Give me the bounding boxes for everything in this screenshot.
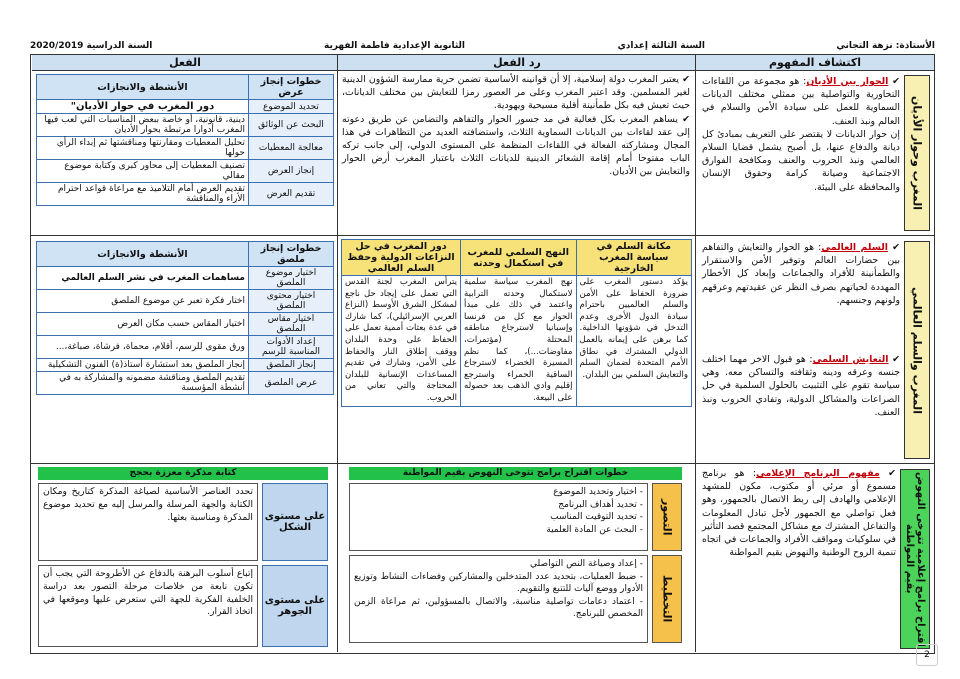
table-header-unity: النهج السلمي للمغرب في استكمال وحدته — [461, 240, 577, 276]
conception-steps-list — [349, 483, 648, 551]
peace-role-table — [341, 239, 692, 407]
divider — [337, 55, 338, 652]
table-header-activity: الأنشطة والانجازات — [37, 75, 249, 100]
table-row: يؤكد دستور المغرب على ضرورة الحفاظ على الأمن والسلم العالميين باحترام سيادة الدول الأخرى وعدم التدخل في شؤونها الداخلية. كما برهن على إيمانه بالعمل الدولي المشترك في نطاق الأمم المتحدة لضمان السلم والتعايش السلمي بين البلدان. نهج المغرب سياسة سلمية لاستكمال وحدته الترابية واعتمد في ذلك على مبدأ الحوار مع كل من فرنسا وإسبانيا لاسترجاع مناطقه المحتلة (مؤتمرات، مفاوضات...)، كما نظم المسيرة الخضراء لاسترجاع الساقية الحمراء واسترجع إقليم وادي الذهب بعد حصوله على البيعة. يترأس المغرب لجنة القدس التي تعمل على إيجاد حل ناجع لمشكل الشرق الأوسط (النزاع العربي الإسرائيلي)، كما شارك في عدة بعثات أممية تعمل على الحفاظ على وحدة البلدان ووقف إطلاق النار والحفاظ على الأمن، وشارك في تقديم المساعدات الإنسانية للبلدان المحتاجة والتي تعاني من الحروب. — [342, 276, 692, 407]
column-header-action: الفعل — [32, 55, 338, 71]
concept-media-paragraph: ✔ مفهوم البرنامج الإعلامي: هو برنامج مسموع أو مرئي أو مكتوب، مكون للمشهد الإعلامي والهادف إلى ربط الاتصال بالجمهور، وهو فعل تواصلي مع الجمهور لأجل تبادل المعلومات والتفاعل المشترك مع مشاكل المجتمع قصد التأثير في سلوكيات ومواقف الأفراد والجماعات في اتجاه تنمية الروح الوطنية والنهوض بقيم المواطنة — [702, 468, 896, 559]
column-header-reaction: رد الفعل — [338, 55, 696, 71]
memo-content-text: إتباع أسلوب البرهنة بالدفاع عن الأطروحة التي يجب أن تكون نابعة من خلاصات مرحلة التصور بعد دراسة الخلفية الفكرية للجهة التي ستعرض عليها وموقعها في اتخاذ القرار. — [38, 565, 258, 647]
list-item: - ضبط العمليات، بتحديد عدد المتدخلين والمشاركين وفضاءات النشاط وتوزيع الأدوار ووضع آليات للتتبع والتقويم. — [354, 571, 643, 594]
teacher-name: الأستاذة: نزهة التجاني — [836, 41, 935, 51]
list-item: - تحديد التوقيت المناسب — [550, 512, 643, 522]
planning-steps-list — [349, 555, 648, 643]
table-row: إنجاز الملصق إنجاز الملصق بعد استشارة أستاذ(ة) الفنون التشكيلية — [37, 359, 334, 372]
divider — [695, 55, 696, 652]
presentation-steps-table — [36, 74, 334, 206]
row-title-peace: المغرب والسلم العالمي — [904, 241, 930, 459]
concept-coexistence-paragraph: ✔ التعايش السلمي: هو قبول الاخر مهما اختلف جنسه وعرقه ودينه وثقافته والتساكن معه. وهي سياسة تقوم على التثبيت بالحلول السلمية في حل الصراعات والمشاكل الدولية، وتفادي الحروب ونبذ العنف. — [702, 354, 900, 418]
list-item: - اعتماد دعامات تواصلية مناسبة، والاتصال بالمسؤولين، ثم مراعاة الزمن المخصص للبرنامج. — [354, 596, 643, 619]
table-header-step: خطوات إنجاز ملصق — [249, 242, 334, 267]
school-year: السنة الدراسية 2020/2019 — [30, 41, 153, 51]
divider — [31, 463, 934, 464]
column-header-discover: اكتشاف المفهوم — [696, 55, 934, 71]
memo-content-label: على مستوى الجوهر — [262, 565, 328, 647]
divider — [31, 235, 934, 236]
table-row: معالجة المعطيات تحليل المعطيات ومقارنتها ومناقشتها ثم إبداء الرأي حولها — [37, 137, 334, 160]
list-item: - البحث عن المادة العلمية — [546, 524, 643, 535]
grade-level: السنة الثالثة إعدادي — [617, 41, 705, 51]
table-row: إعداد الأدوات المناسبة للرسم ورق مقوى للرسم، أقلام، محماة، فرشاة، صباغة،... — [37, 336, 334, 359]
row-title-dialogue: المغرب وحوار الأديان — [904, 75, 930, 231]
memo-form-label: على مستوى الشكل — [262, 483, 328, 561]
list-item: - اختيار وتحديد الموضوع — [553, 487, 643, 497]
lesson-table — [30, 54, 935, 654]
memo-title: كتابة مذكرة معززة بحجج — [38, 467, 328, 480]
phase-label-conception: التصور — [652, 483, 682, 551]
table-row: اختيار مقاس الملصق اختيار المقاس حسب مكان العرض — [37, 313, 334, 336]
list-item: - إعداد وصياغة النص التواصلي — [530, 559, 643, 569]
row-title-media: اقتراح برامج إعلامية تتوخى النهوض بقيم المواطنة — [900, 469, 930, 649]
reaction-dialogue-paragraph: ✔ يعتبر المغرب دولة إسلامية، إلا أن قوانينه الأساسية تضمن حرية ممارسة الشؤون الدينية لغير المسلمين. وقد اعتبر المغرب وعلى مر العصور رمزا للتعايش بين مختلف الديانات، حيث تعيش فيه بكل طمأنينة أقلية مسيحية ويهودية. ✔ يساهم المغرب بكل فعالية في مد جسور الحوار والتفاهم والتضامن عن طريق دعوته إلى عقد لقاءات بين الديانات السماوية الثلاث، واستضافته العديد من التظاهرات في هذا المجال ومشاركته الفعالة في اللقاءات المنظمة على المستوى الدولي، إلى جانب تركه الباب مفتوحا أمام إقامة الشعائر الدينية للديانات الثلاث باعتبار المغرب أرض الحوار والتعايش بين الأديان. — [342, 74, 690, 178]
table-row: تحديد الموضوع دور المغرب في حوار الأديان" — [37, 100, 334, 114]
table-row: اختيار موضوع الملصق مساهمات المغرب في نشر السلم العالمي — [37, 267, 334, 290]
table-row: البحث عن الوثائق دينية، قانونية، أو خاصة ببعض المناسبات التي لعب فيها المغرب أدوارا مرتبطة بحوار الأديان — [37, 114, 334, 137]
list-item: - تحديد أهداف البرنامج — [558, 499, 643, 510]
memo-form-text: تحدد العناصر الأساسية لصياغة المذكرة كتاريخ ومكان الكتابة والجهة المرسلة والمرسل إليه مع تحديد موضوع المذكرة ومناسبة بعثها. — [38, 483, 258, 561]
school-name: الثانوية الإعدادية فاطمة الفهرية — [323, 41, 465, 51]
poster-steps-table — [36, 241, 334, 395]
phase-label-planning: التخطيط — [652, 555, 682, 643]
concept-peace-paragraph: ✔ السلم العالمي: هو الحوار والتعايش والتفاهم بين حضارات العالم وتوفير الأمن والاستقرار والطمأنينة للأفراد والجماعات وإبعاد كل الأخطار المهددة لحياتهم بصرف النظر عن عقيدتهم وعرقهم ولونهم وجنسهم. — [702, 242, 900, 306]
table-row: اختيار محتوى الملصق اختار فكرة تعبر عن موضوع الملصق — [37, 290, 334, 313]
table-row: عرض الملصق تقديم الملصق ومناقشة مضمونه والمشاركة به في أنشطة المؤسسة — [37, 372, 334, 395]
table-header-step: خطوات إنجاز عرض — [249, 75, 334, 100]
table-header-activity: الأنشطة والانجازات — [37, 242, 249, 267]
concept-dialogue-paragraph: ✔ الحوار بين الأديان: هو مجموعة من اللقاءات التحاورية والتواصلية بين ممثلي مختلف الديانات السماوية للعمل على سيادة الأمن والسلام في العالم ونبذ العنف. إن حوار الديانات لا يقتصر على التعريف بمبادئ كل ديانة والدفاع عنها، بل أصبح يشمل قضايا السلام العالمي ونبذ الحروب والعنف ومكافحة الفوارق الاجتماعية وصيانة كرامة وحقوق الإنسان والمحافظة على البيئة. — [702, 76, 901, 193]
media-steps-title: خطوات اقتراح برامج تتوخى النهوض بقيم المواطنة — [349, 467, 682, 480]
table-header-conflicts: دور المغرب في حل النزاعات الدولية وحفظ السلم العالمي — [342, 240, 461, 276]
table-row: إنجاز العرض تصنيف المعطيات إلى محاور كبرى وكتابة موضوع مقالي — [37, 160, 334, 183]
table-header-foreign-policy: مكانة السلم في سياسة المغرب الخارجية — [576, 240, 692, 276]
page-number: 2 — [916, 644, 938, 666]
table-row: تقديم العرض تقديم العرض أمام التلاميذ مع مراعاة قواعد احترام الأراء والمناقشة — [37, 183, 334, 206]
